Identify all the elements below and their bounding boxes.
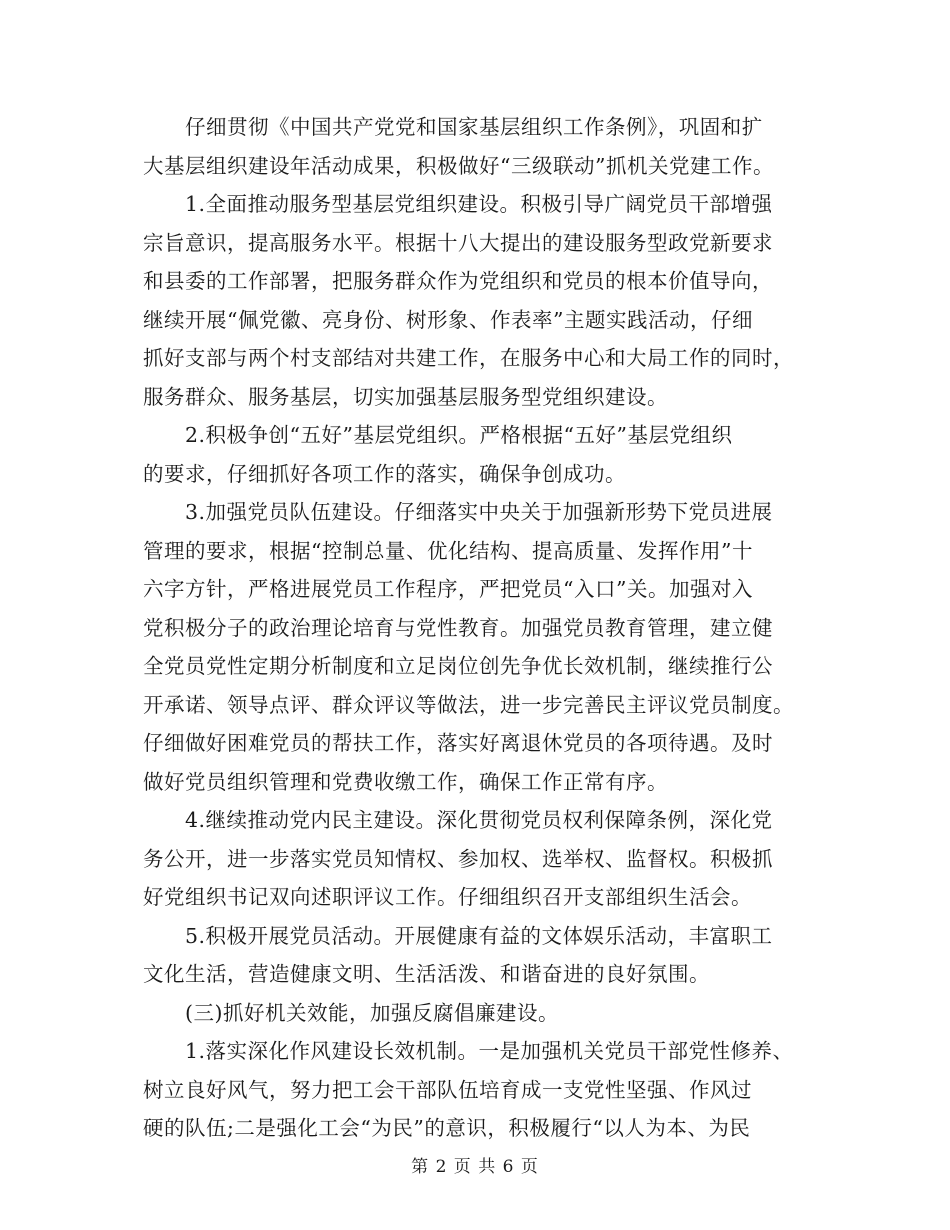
text-line: 仔细做好困难党员的帮扶工作，落实好离退休党员的各项待遇。及时 [143,731,773,755]
text-line: 3.加强党员队伍建设。仔细落实中央关于加强新形势下党员进展 [143,500,773,524]
text-line: 全党员党性定期分析制度和立足岗位创先争优长效机制，继续推行公 [143,654,773,678]
text-line: 好党组织书记双向述职评议工作。仔细组织召开支部组织生活会。 [143,885,752,909]
text-line: (三)抓好机关效能，加强反腐倡廉建设。 [143,1000,559,1025]
text-line: 1.全面推动服务型基层党组织建设。积极引导广阔党员干部增强 [143,192,773,216]
text-line: 1.落实深化作风建设长效机制。一是加强机关党员干部党性修养、 [143,1039,794,1063]
text-line: 党积极分子的政治理论培育与党性教育。加强党员教育管理，建立健 [143,615,773,640]
text-line: 4.继续推动党内民主建设。深化贯彻党员权利保障条例，深化党 [143,808,773,832]
text-line: 宗旨意识，提高服务水平。根据十八大提出的建设服务型政党新要求 [143,230,773,255]
text-line: 2.积极争创“五好”基层党组织。严格根据“五好”基层党组织 [143,423,733,447]
text-line: 和县委的工作部署，把服务群众作为党组织和党员的根本价值导向， [143,269,773,293]
text-line: 大基层组织建设年活动成果，积极做好“三级联动”抓机关党建工作。 [143,153,774,178]
body-paragraph [143,108,813,185]
text-line: 管理的要求，根据“控制总量、优化结构、提高质量、发挥作用”十 [143,538,753,563]
text-line: 继续开展“佩党徽、亮身份、树形象、作表率”主题实践活动，仔细 [143,307,753,332]
body-paragraph [143,801,813,917]
body-paragraph [143,185,813,416]
text-line: 抓好支部与两个村支部结对共建工作，在服务中心和大局工作的同时， [143,346,794,370]
text-line: 仔细贯彻《中国共产党党和国家基层组织工作条例》，巩固和扩 [143,115,763,139]
text-line: 开承诺、领导点评、群众评议等做法，进一步完善民主评议党员制度。 [143,692,794,717]
body-paragraph [143,416,813,493]
text-line: 5.积极开展党员活动。开展健康有益的文体娱乐活动，丰富职工 [143,923,773,948]
text-line: 六字方针，严格进展党员工作程序，严把党员“入口”关。加强对入 [143,577,753,601]
text-line: 硬的队伍;二是强化工会“为民”的意识，积极履行“以人为本、为民 [143,1116,751,1140]
text-line: 文化生活，营造健康文明、生活活泼、和谐奋进的良好氛围。 [143,962,710,986]
text-line: 服务群众、服务基层，切实加强基层服务型党组织建设。 [143,384,668,409]
text-line: 树立良好风气，努力把工会干部队伍培育成一支党性坚强、作风过 [143,1077,752,1102]
body-paragraph [143,994,813,1033]
body-paragraph [143,493,813,801]
text-line: 务公开，进一步落实党员知情权、参加权、选举权、监督权。积极抓 [143,846,773,871]
body-paragraph [143,1032,813,1148]
page-number-footer: 第 2 页 共 6 页 [411,1157,539,1177]
document-body [143,108,813,1148]
body-paragraph [143,917,813,994]
text-line: 做好党员组织管理和党费收缴工作，确保工作正常有序。 [143,769,668,794]
text-line: 的要求，仔细抓好各项工作的落实，确保争创成功。 [143,461,626,486]
